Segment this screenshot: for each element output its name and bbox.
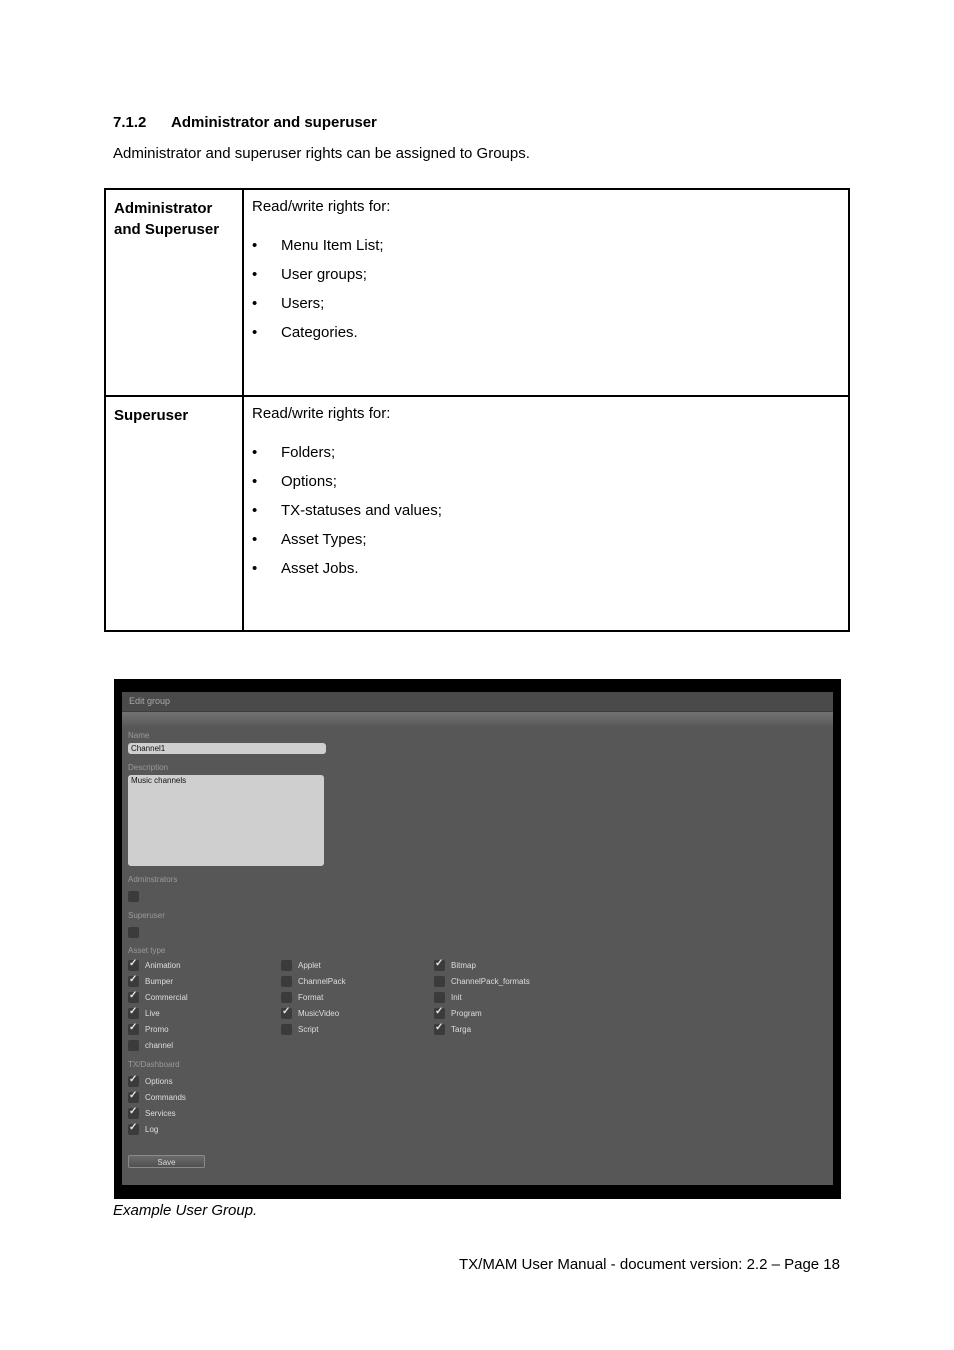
unchecked-checkbox[interactable] xyxy=(281,976,292,987)
checkbox-label: Promo xyxy=(145,1025,169,1034)
checkbox-label: Bumper xyxy=(145,977,174,986)
checked-checkbox[interactable] xyxy=(128,976,139,987)
checkbox-label: Services xyxy=(145,1109,176,1118)
edit-group-panel xyxy=(122,692,833,1185)
checked-checkbox[interactable] xyxy=(128,1108,139,1119)
checked-checkbox[interactable] xyxy=(434,1008,445,1019)
checkbox-label: Commands xyxy=(145,1093,186,1102)
checked-checkbox[interactable] xyxy=(128,1024,139,1035)
unchecked-checkbox[interactable] xyxy=(281,992,292,1003)
list-item: • Options; xyxy=(252,473,840,502)
name-label: Name xyxy=(128,731,150,740)
rights-table xyxy=(104,188,850,632)
superuser-checkbox[interactable] xyxy=(128,927,139,938)
checked-checkbox[interactable] xyxy=(128,1008,139,1019)
checkbox-label: Live xyxy=(145,1009,160,1018)
panel-title: Edit group xyxy=(122,692,833,712)
checkbox-label: ChannelPack xyxy=(298,977,346,986)
panel-header-bar xyxy=(122,712,833,726)
rights-list xyxy=(252,237,840,353)
save-button[interactable]: Save xyxy=(128,1155,205,1168)
rights-cell xyxy=(243,396,849,631)
checkbox-label: Bitmap xyxy=(451,961,476,970)
role-name: Superuser xyxy=(114,407,189,424)
checked-checkbox[interactable] xyxy=(128,960,139,971)
description-label: Description xyxy=(128,763,169,772)
list-item: • Categories. xyxy=(252,324,840,353)
checkbox-label: Commercial xyxy=(145,993,188,1002)
name-input[interactable]: Channel1 xyxy=(128,743,326,754)
section-title: Administrator and superuser xyxy=(171,114,377,131)
unchecked-checkbox[interactable] xyxy=(434,976,445,987)
superuser-label: Superuser xyxy=(128,911,165,920)
section-number: 7.1.2 xyxy=(113,114,147,131)
checked-checkbox[interactable] xyxy=(434,1024,445,1035)
list-item: • Asset Types; xyxy=(252,531,840,560)
section-heading xyxy=(113,114,377,131)
figure-caption: Example User Group. xyxy=(113,1202,258,1219)
checked-checkbox[interactable] xyxy=(434,960,445,971)
rights-list xyxy=(252,444,840,589)
edit-group-screenshot xyxy=(114,679,841,1199)
role-name: Administrator xyxy=(114,200,213,217)
checked-checkbox[interactable] xyxy=(128,1124,139,1135)
role-name: and Superuser xyxy=(114,221,220,238)
rights-intro: Read/write rights for: xyxy=(252,405,391,422)
list-item: • Users; xyxy=(252,295,840,324)
dashboard-label: TX/Dashboard xyxy=(128,1060,180,1069)
description-textarea[interactable]: Music channels xyxy=(128,775,324,866)
checkbox-label: Init xyxy=(451,993,462,1002)
checkbox-label: Options xyxy=(145,1077,173,1086)
list-item: • TX-statuses and values; xyxy=(252,502,840,531)
checkbox-label: Log xyxy=(145,1125,159,1134)
checkbox-label: Animation xyxy=(145,961,181,970)
list-item: • Menu Item List; xyxy=(252,237,840,266)
section-intro: Administrator and superuser rights can be assigned to Groups. xyxy=(113,145,530,162)
checkbox-label: MusicVideo xyxy=(298,1009,340,1018)
checked-checkbox[interactable] xyxy=(128,992,139,1003)
list-item: • User groups; xyxy=(252,266,840,295)
checkbox-label: Applet xyxy=(298,961,321,970)
asset-type-label: Asset type xyxy=(128,946,166,955)
unchecked-checkbox[interactable] xyxy=(281,1024,292,1035)
list-item: • Asset Jobs. xyxy=(252,560,840,589)
page-footer: TX/MAM User Manual - document version: 2.2 – Page 18 xyxy=(458,1256,840,1273)
role-cell xyxy=(105,396,243,631)
administrators-label: Adminstrators xyxy=(128,875,178,884)
list-item: • Folders; xyxy=(252,444,840,473)
table-row xyxy=(105,396,849,631)
checkbox-label: Targa xyxy=(451,1025,472,1034)
checked-checkbox[interactable] xyxy=(281,1008,292,1019)
checkbox-label: channel xyxy=(145,1041,174,1050)
table-row xyxy=(105,189,849,396)
administrators-checkbox[interactable] xyxy=(128,891,139,902)
checkbox-label: Program xyxy=(451,1009,482,1018)
checkbox-label: Format xyxy=(298,993,324,1002)
unchecked-checkbox[interactable] xyxy=(434,992,445,1003)
unchecked-checkbox[interactable] xyxy=(281,960,292,971)
checkbox-label: ChannelPack_formats xyxy=(451,977,530,986)
role-cell xyxy=(105,189,243,396)
checked-checkbox[interactable] xyxy=(128,1092,139,1103)
rights-cell xyxy=(243,189,849,396)
checked-checkbox[interactable] xyxy=(128,1076,139,1087)
checkbox-label: Script xyxy=(298,1025,319,1034)
unchecked-checkbox[interactable] xyxy=(128,1040,139,1051)
rights-intro: Read/write rights for: xyxy=(252,198,391,215)
